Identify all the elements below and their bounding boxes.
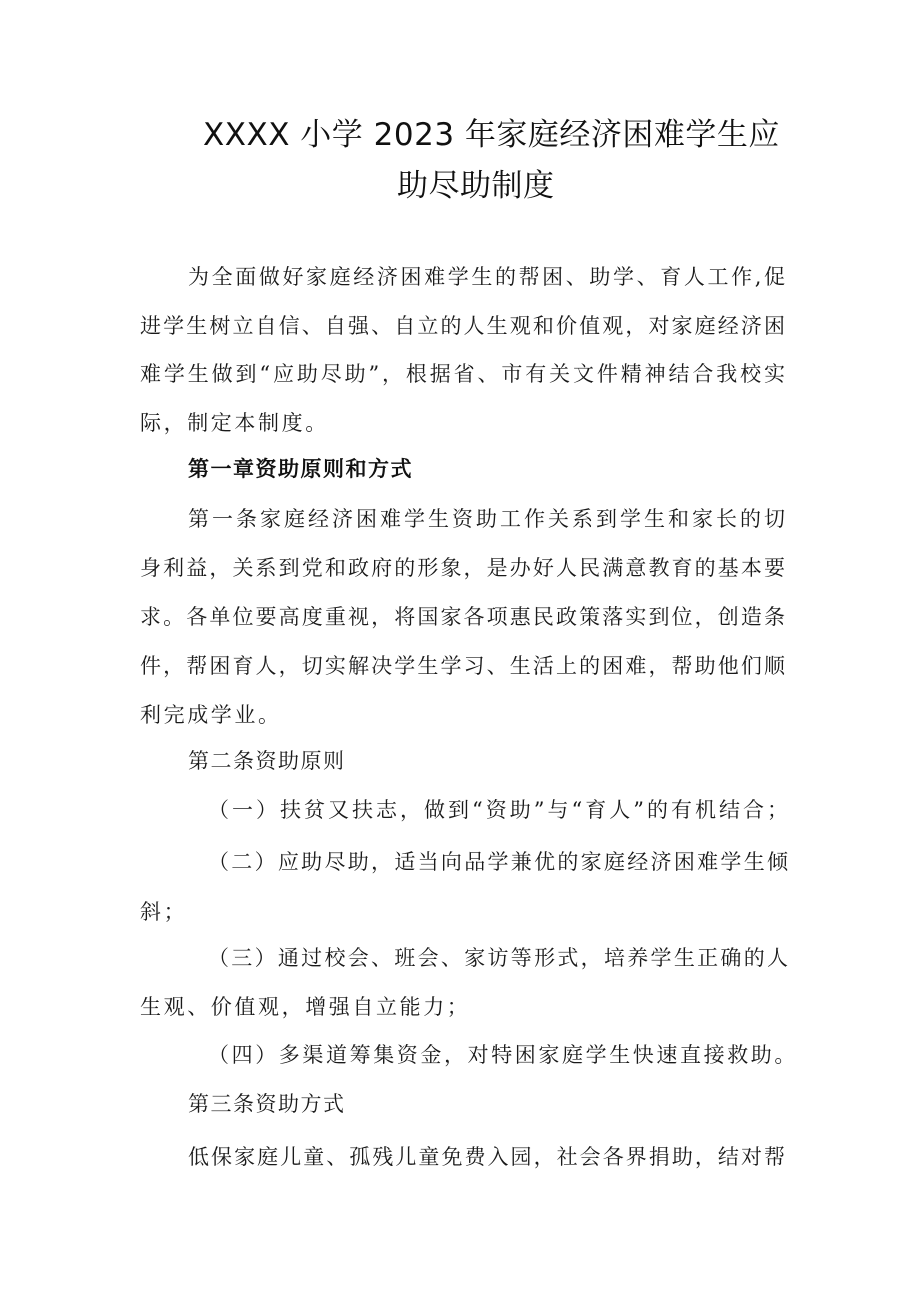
- intro-line-2: 进学生树立自信、自强、自立的人生观和价值观，对家庭经济困: [140, 314, 785, 338]
- principle-3-line-2: 生观、价值观，增强自立能力；: [140, 995, 471, 1019]
- principle-2-line-2: 斜；: [140, 900, 188, 924]
- article-1-line-5: 利完成学业。: [140, 703, 282, 727]
- document-title-line-2: 助尽助制度: [397, 168, 555, 204]
- intro-line-1: 为全面做好家庭经济困难学生的帮困、助学、育人工作,促: [188, 265, 785, 289]
- principle-1: （一）扶贫又扶志，做到“资助”与“育人”的有机结合；: [208, 798, 788, 822]
- article-3-line-1: 低保家庭儿童、孤残儿童免费入园，社会各界捐助，结对帮: [188, 1145, 785, 1169]
- article-1-line-1: 第一条家庭经济困难学生资助工作关系到学生和家长的切: [188, 507, 785, 531]
- article-1-line-2: 身利益，关系到党和政府的形象，是办好人民满意教育的基本要: [140, 556, 785, 580]
- principle-3-line-1: （三）通过校会、班会、家访等形式，培养学生正确的人: [208, 946, 788, 970]
- document-title-line-1: XXXX 小学 2023 年家庭经济困难学生应: [203, 117, 780, 153]
- article-2-heading: 第二条资助原则: [188, 749, 346, 773]
- intro-line-4: 际，制定本制度。: [140, 411, 329, 435]
- chapter-1-heading: 第一章资助原则和方式: [188, 457, 413, 481]
- principle-4: （四）多渠道筹集资金，对特困家庭学生快速直接救助。: [208, 1043, 798, 1067]
- intro-line-3: 难学生做到“应助尽助”，根据省、市有关文件精神结合我校实: [140, 362, 785, 386]
- article-3-heading: 第三条资助方式: [188, 1092, 346, 1116]
- article-1-line-3: 求。各单位要高度重视，将国家各项惠民政策落实到位，创造条: [140, 605, 785, 629]
- article-1-line-4: 件，帮困育人，切实解决学生学习、生活上的困难，帮助他们顺: [140, 654, 785, 678]
- principle-2-line-1: （二）应助尽助，适当向品学兼优的家庭经济困难学生倾: [208, 850, 788, 874]
